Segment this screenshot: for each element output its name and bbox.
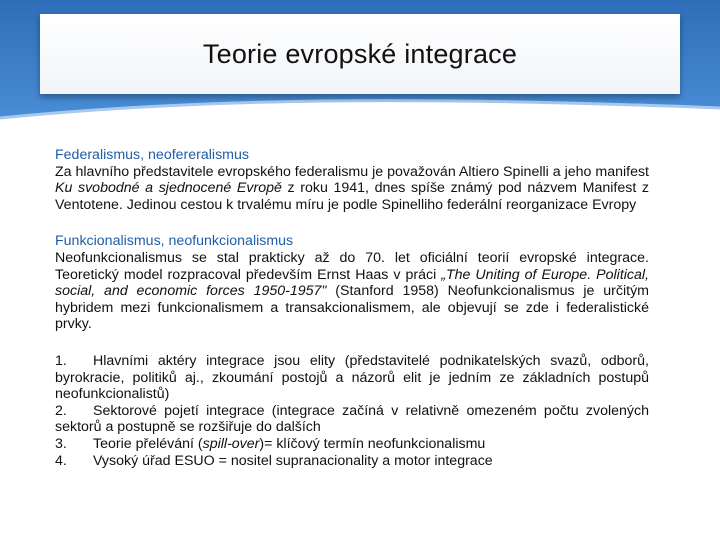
list-text: Vysoký úřad ESUO = nositel supranacionality a motor integrace (93, 452, 493, 469)
list-item (55, 403, 649, 436)
numbered-list (55, 353, 649, 469)
section-paragraph (55, 250, 649, 333)
list-term: spill-over (202, 435, 260, 452)
slide-content (55, 147, 649, 469)
list-text: Hlavními aktéry integrace jsou elity (představitelé podnikatelských svazů, odborů, byrokracie, politiků aj., zkoumání postojů a názorů elit je jedním ze základních postupů neofunkcionalistů) (55, 352, 649, 403)
list-text: Teorie přelévání ( (93, 435, 203, 452)
title-box (40, 14, 680, 94)
list-text: )= klíčový termín neofunkcionalismu (259, 435, 486, 452)
section-paragraph (55, 164, 649, 214)
list-number: 1. (55, 352, 67, 369)
list-item (55, 436, 649, 453)
list-text: Sektorové pojetí integrace (integrace začíná v relativně omezeném počtu zvolených sektorů a postupně se rozšiřuje do dalších (55, 402, 649, 436)
list-item (55, 353, 649, 403)
paragraph-text: Neofunkcionalismus se stal prakticky až do 70. let oficiální teorií evropské integrace. Teoretický model rozpracoval především Ernst Haas v práci (55, 249, 649, 283)
list-item (55, 453, 649, 470)
paragraph-text: (Stanford 1958) Neofunkcionalismus je určitým hybridem mezi funkcionalismem a transakcionalismem, ale objevují se zde i federalistické prvky. (55, 283, 649, 333)
paragraph-text: z roku 1941, dnes spíše známý pod názvem Manifest z Ventotene. Jedinou cestou k trvalému míru je podle Spinelliho federální reorganizace Evropy (55, 180, 649, 213)
list-number: 3. (55, 435, 67, 452)
paragraph-text: Za hlavního představitele evropského federalismu je považován Altiero Spinelli a jeho manifest (55, 163, 649, 180)
book-title: „The Uniting of Europe. Political, social, and economic forces 1950-1957" (55, 266, 649, 300)
list-number: 2. (55, 402, 67, 419)
section-heading: Federalismus, neofereralismus (55, 147, 249, 163)
list-number: 4. (55, 452, 67, 469)
section-heading: Funkcionalismus, neofunkcionalismus (55, 233, 294, 250)
manifest-title: Ku svobodné a sjednocené Evropě (55, 180, 282, 197)
section-federalism (55, 147, 649, 213)
section-functionalism (55, 233, 649, 333)
page-title: Teorie evropské integrace (202, 38, 518, 69)
